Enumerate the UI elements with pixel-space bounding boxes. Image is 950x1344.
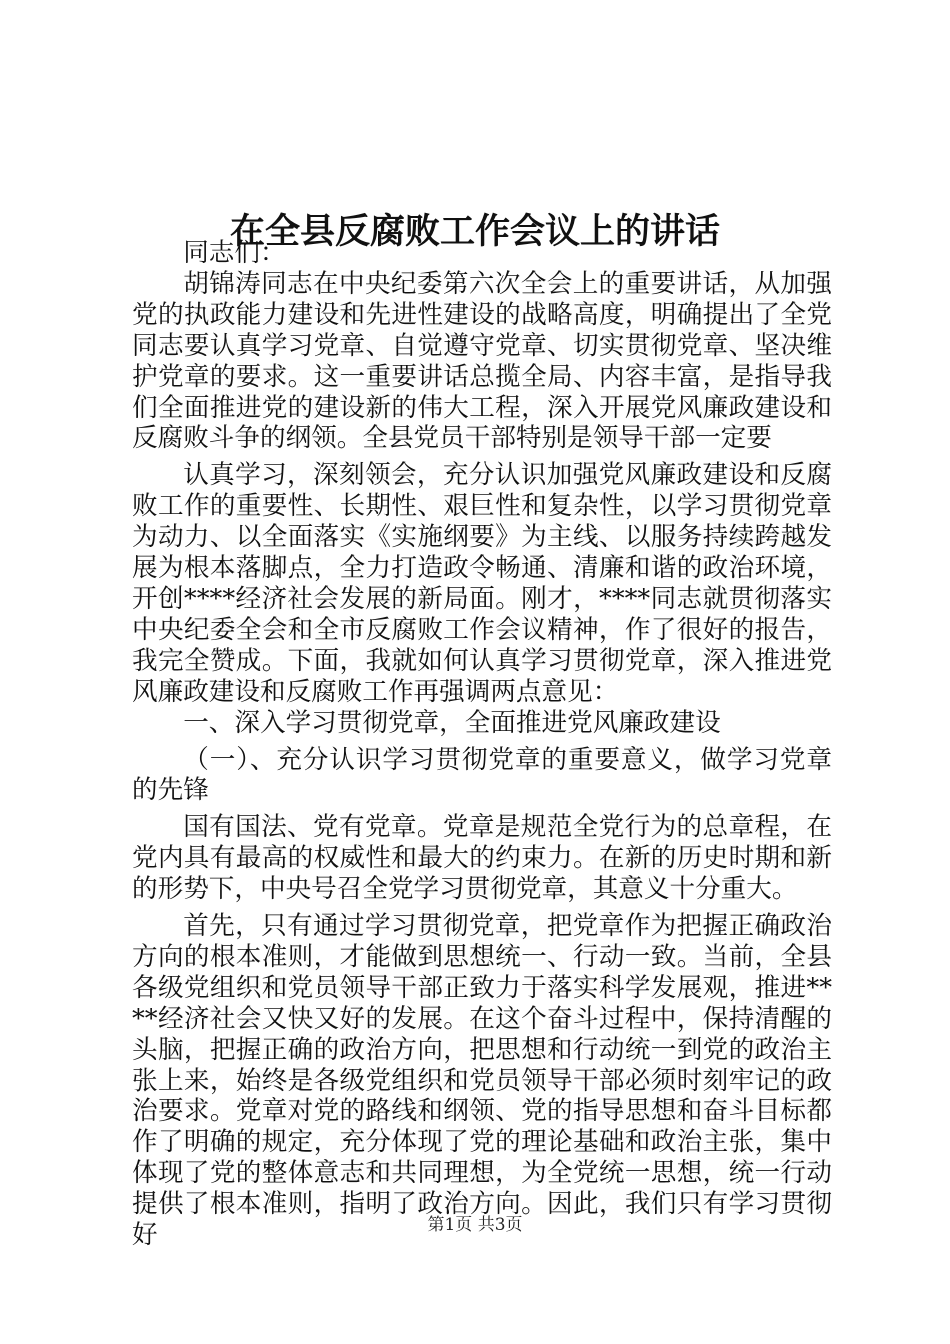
document-title: 在全县反腐败工作会议上的讲话 [229,211,720,253]
document-body [132,238,832,1251]
subsection-heading: （一）、充分认识学习贯彻党章的重要意义，做学习党章的先锋 [132,744,832,806]
body-paragraph: 国有国法、党有党章。党章是规范全党行为的总章程，在党内具有最高的权威性和最大的约束力。在新的历史时期和新的形势下，中央号召全党学习贯彻党章，其意义十分重大。 [132,812,832,905]
section-heading: 一、深入学习贯彻党章，全面推进党风廉政建设 [183,707,721,738]
page-number-footer: 第1页 共3页 [427,1215,523,1235]
body-paragraph: 首先，只有通过学习贯彻党章，把党章作为把握正确政治方向的根本准则，才能做到思想统一、行动一致。当前，全县各级党组织和党员领导干部正致力于落实科学发展观，推进****经济社会又快又好的发展。在这个奋斗过程中，保持清醒的头脑，把握正确的政治方向，把思想和行动统一到党的政治主张上来，始终是各级党组织和党员领导干部必须时刻牢记的政治要求。党章对党的路线和纲领、党的指导思想和奋斗目标都作了明确的规定，充分体现了党的理论基础和政治主张，集中体现了党的整体意志和共同理想，为全党统一思想，统一行动提供了根本准则，指明了政治方向。因此，我们只有学习贯彻好 [132,911,832,1251]
body-paragraph: 认真学习，深刻领会，充分认识加强党风廉政建设和反腐败工作的重要性、长期性、艰巨性和复杂性，以学习贯彻党章为动力、以全面落实《实施纲要》为主线、以服务持续跨越发展为根本落脚点，全力打造政令畅通、清廉和谐的政治环境，开创****经济社会发展的新局面。刚才，****同志就贯彻落实中央纪委全会和全市反腐败工作会议精神，作了很好的报告，我完全赞成。下面，我就如何认真学习贯彻党章，深入推进党风廉政建设和反腐败工作再强调两点意见： [132,460,832,707]
greeting-paragraph: 同志们： [183,238,286,268]
body-paragraph: 胡锦涛同志在中央纪委第六次全会上的重要讲话，从加强党的执政能力建设和先进性建设的战略高度，明确提出了全党同志要认真学习党章、自觉遵守党章、切实贯彻党章、坚决维护党章的要求。这一重要讲话总揽全局、内容丰富，是指导我们全面推进党的建设新的伟大工程，深入开展党风廉政建设和反腐败斗争的纲领。全县党员干部特别是领导干部一定要 [132,268,832,454]
